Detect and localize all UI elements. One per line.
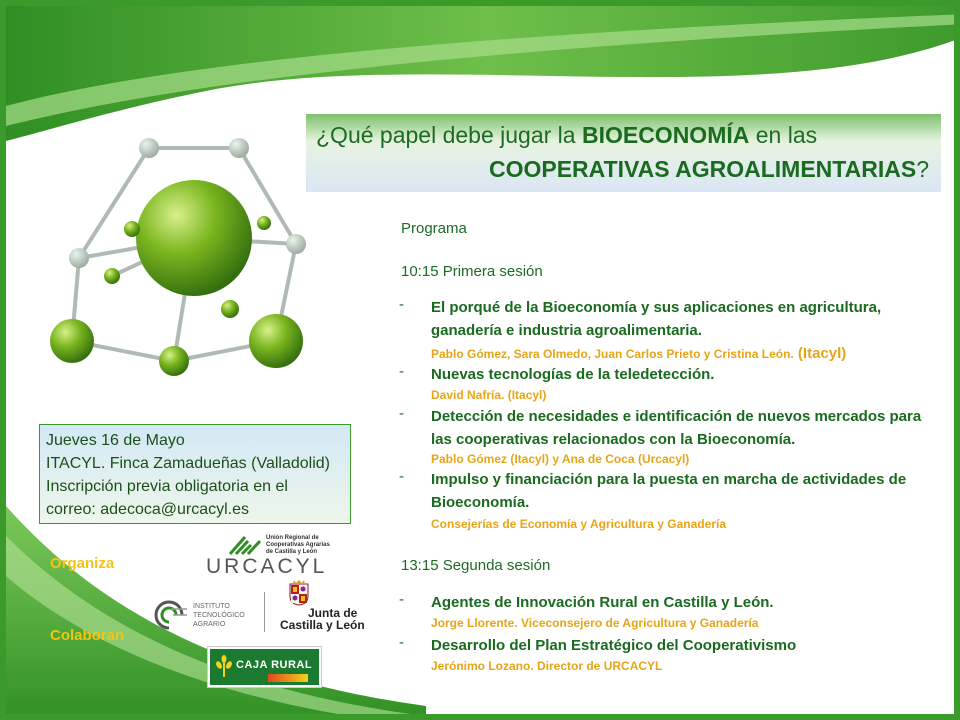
program-item-title: Impulso y financiación para la puesta en marcha de actividades de Bioeconomía.: [431, 471, 907, 511]
urcacyl-emblem-icon: [228, 534, 262, 556]
program-item-title: Agentes de Innovación Rural en Castilla y León.: [431, 594, 774, 611]
junta-line-1: Junta de: [308, 606, 358, 620]
program-item-speaker: Jorge Llorente. Viceconsejero de Agricultura y Ganadería: [431, 616, 759, 630]
session-1-heading: 10:15 Primera sesión: [401, 263, 543, 280]
title-line-2: COOPERATIVAS AGROALIMENTARIAS?: [488, 156, 929, 182]
molecule-graphic: [34, 126, 314, 396]
junta-line-2: Castilla y León: [280, 618, 365, 632]
junta-cyl-logo: [278, 580, 368, 632]
program-heading: Programa: [401, 220, 467, 237]
registration-note: Inscripción previa obligatoria en el: [46, 478, 288, 495]
event-place: ITACYL. Finca Zamadueñas (Valladolid): [46, 455, 330, 472]
bullet-dash: -: [399, 591, 404, 608]
caja-rural-logo: [207, 646, 322, 688]
program-item-speaker: Pablo Gómez, Sara Olmedo, Juan Carlos Prieto y Cristina León. (Itacyl): [431, 345, 847, 362]
program-item-title: Nuevas tecnologías de la teledetección.: [431, 366, 715, 383]
program-item-title: El porqué de la Bioeconomía y sus aplicaciones en agricultura, ganadería e industria agroalimentaria.: [431, 299, 882, 339]
program-item-speaker: Consejerías de Economía y Agricultura y Ganadería: [431, 517, 726, 531]
event-info-box: [39, 424, 351, 524]
itacyl-text: INSTITUTO TECNOLÓGICO AGRARIO: [193, 603, 245, 628]
colaboran-label: Colaboran: [50, 627, 125, 644]
session-2-heading: 13:15 Segunda sesión: [401, 557, 551, 574]
bullet-dash: -: [399, 296, 404, 313]
bullet-dash: -: [399, 405, 404, 422]
program-item-speaker: David Nafría. (Itacyl): [431, 388, 547, 402]
itacyl-emblem-icon: [149, 600, 189, 630]
contact-email[interactable]: correo: adecoca@urcacyl.es: [46, 501, 249, 518]
title-line-1: ¿Qué papel debe jugar la BIOECONOMÍA en las: [316, 122, 818, 148]
program-item-speaker: Pablo Gómez (Itacyl) y Ana de Coca (Urcacyl): [431, 452, 690, 466]
organiza-label: Organiza: [50, 555, 115, 572]
urcacyl-wordmark: URCACYL: [206, 555, 328, 578]
bullet-dash: -: [399, 468, 404, 485]
urcacyl-logo: [206, 534, 376, 584]
caja-rural-text: CAJA RURAL: [236, 659, 313, 671]
urcacyl-subtitle: Unión Regional de Cooperativas Agrarias de Castilla y León: [266, 535, 330, 555]
itacyl-logo: [149, 598, 259, 632]
program-item-title: Desarrollo del Plan Estratégico del Cooperativismo: [431, 637, 797, 654]
program-item-title: Detección de necesidades e identificación de nuevos mercados para las cooperativas relacionados con la Bioeconomía.: [431, 408, 922, 448]
junta-coat-of-arms-icon: [288, 580, 310, 606]
bullet-dash: -: [399, 363, 404, 380]
bullet-dash: -: [399, 634, 404, 651]
logo-divider: [264, 592, 265, 632]
event-date: Jueves 16 de Mayo: [46, 432, 185, 449]
title-banner: [306, 114, 941, 192]
wheat-icon: [214, 655, 234, 677]
program-item-speaker: Jerónimo Lozano. Director de URCACYL: [431, 659, 663, 673]
